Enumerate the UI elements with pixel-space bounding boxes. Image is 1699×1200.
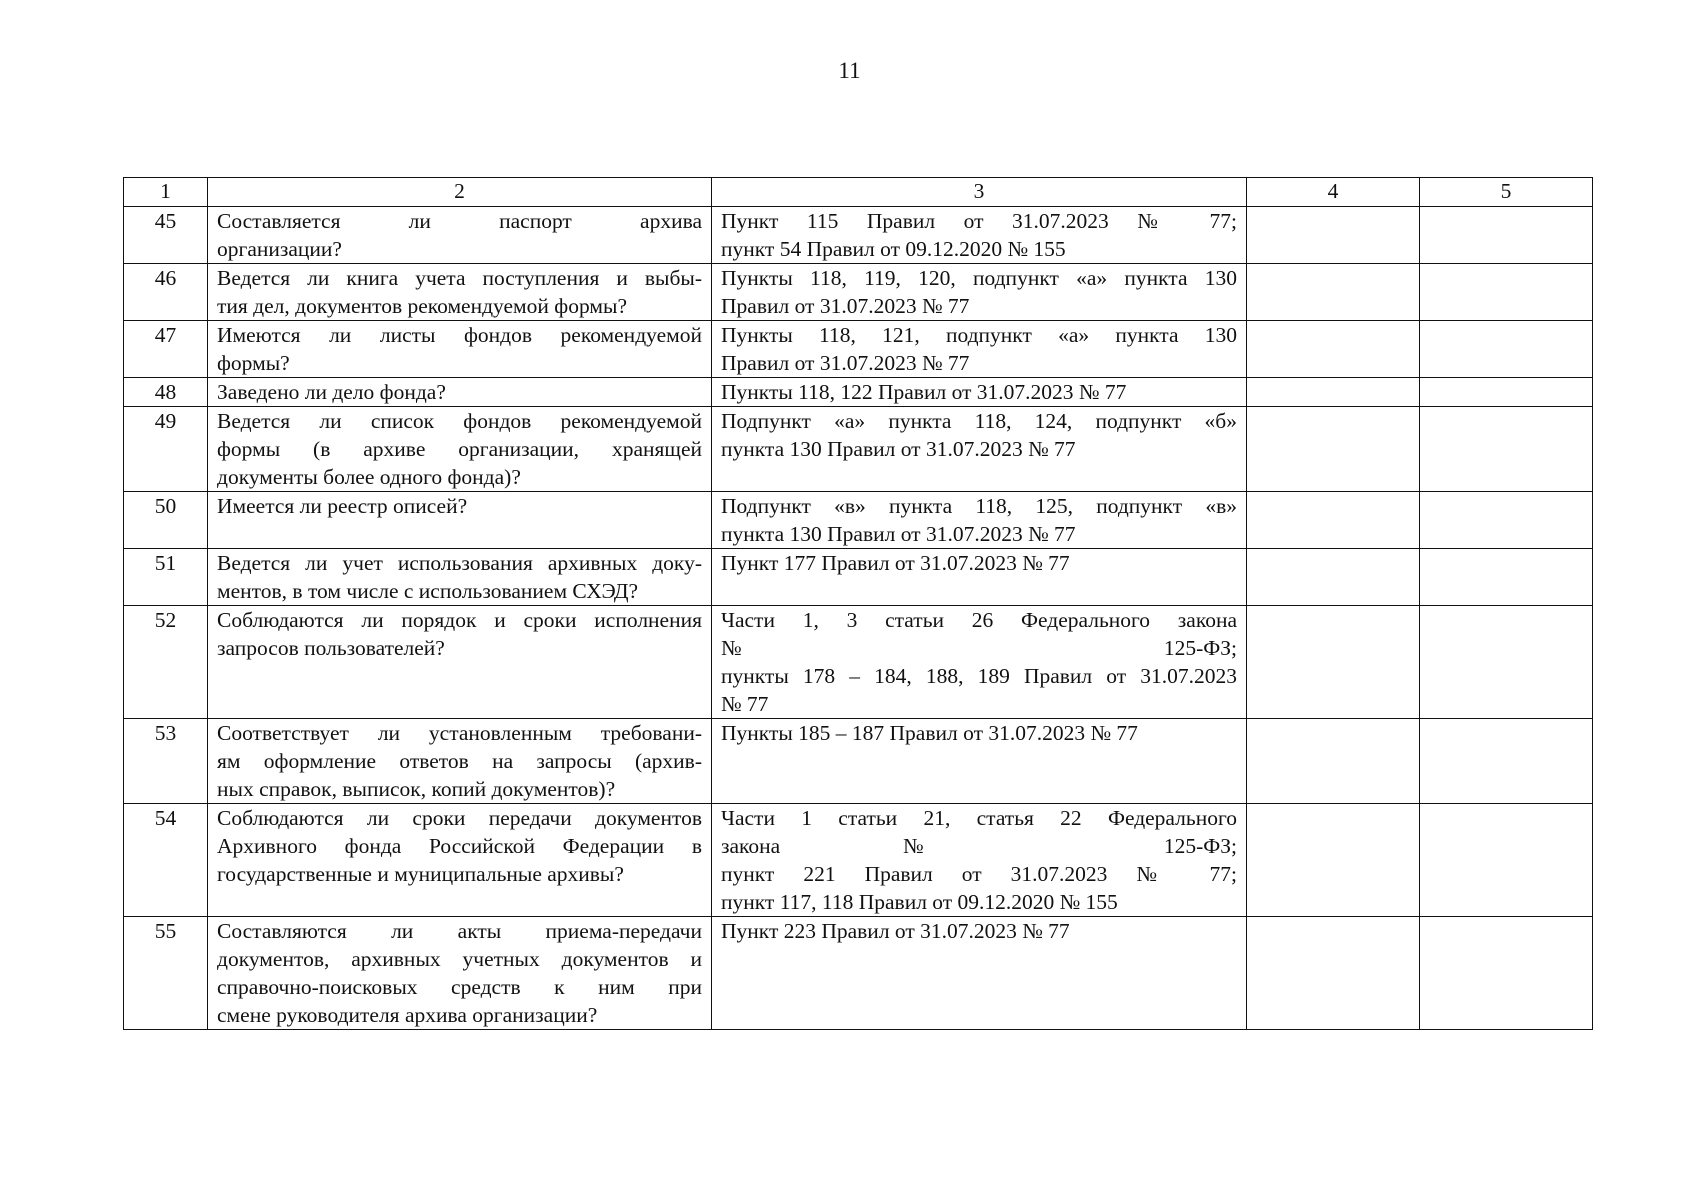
question-line: Архивного фонда Российской Федерации в	[217, 834, 702, 858]
reference-line: Пункты 118, 119, 120, подпункт «а» пункта 130	[721, 266, 1237, 290]
note-cell-col5	[1420, 321, 1593, 378]
legal-reference	[712, 264, 1247, 321]
row-number: 52	[124, 606, 208, 719]
requirement-question	[208, 606, 712, 719]
note-cell-col5	[1420, 378, 1593, 407]
question-line: организации?	[217, 237, 342, 261]
question-line: формы (в архиве организации, хранящей	[217, 437, 702, 461]
row-number: 46	[124, 264, 208, 321]
reference-line: Пункты 118, 121, подпункт «а» пункта 130	[721, 323, 1237, 347]
question-line: Соблюдаются ли сроки передачи документов	[217, 806, 702, 830]
question-line: Заведено ли дело фонда?	[217, 380, 446, 404]
legal-reference	[712, 719, 1247, 804]
question-line: запросов пользователей?	[217, 636, 445, 660]
reference-line: Части 1 статьи 21, статья 22 Федерального	[721, 806, 1237, 830]
row-number: 48	[124, 378, 208, 407]
reference-line: Части 1, 3 статьи 26 Федерального закона	[721, 608, 1237, 632]
reference-line: пункт 221 Правил от 31.07.2023 № 77;	[721, 862, 1237, 886]
reference-line: Правил от 31.07.2023 № 77	[721, 351, 970, 375]
note-cell-col5	[1420, 804, 1593, 917]
table-row	[124, 804, 1593, 917]
reference-line: Пункты 185 – 187 Правил от 31.07.2023 № 77	[721, 721, 1138, 745]
note-cell-col5	[1420, 207, 1593, 264]
reference-line: пункта 130 Правил от 31.07.2023 № 77	[721, 437, 1076, 461]
table-row	[124, 207, 1593, 264]
question-line: государственные и муниципальные архивы?	[217, 862, 624, 886]
question-line: смене руководителя архива организации?	[217, 1003, 598, 1027]
reference-line: пункты 178 – 184, 188, 189 Правил от 31.07.2023	[721, 664, 1237, 688]
answer-cell-col4	[1247, 321, 1420, 378]
page-number: 11	[838, 58, 861, 83]
note-cell-col5	[1420, 549, 1593, 606]
reference-line: пункта 130 Правил от 31.07.2023 № 77	[721, 522, 1076, 546]
legal-reference	[712, 321, 1247, 378]
reference-line: пункт 117, 118 Правил от 09.12.2020 № 155	[721, 890, 1118, 914]
table-row	[124, 407, 1593, 492]
reference-line: № 125-ФЗ;	[721, 636, 1237, 660]
row-number: 53	[124, 719, 208, 804]
legal-reference	[712, 492, 1247, 549]
header-row	[124, 178, 1593, 207]
reference-line: № 77	[721, 692, 769, 716]
answer-cell-col4	[1247, 264, 1420, 321]
question-line: Составляются ли акты приема-передачи	[217, 919, 702, 943]
requirement-question	[208, 407, 712, 492]
row-number: 50	[124, 492, 208, 549]
question-line: формы?	[217, 351, 290, 375]
row-number: 55	[124, 917, 208, 1030]
question-line: документы более одного фонда)?	[217, 465, 521, 489]
reference-line: пункт 54 Правил от 09.12.2020 № 155	[721, 237, 1066, 261]
row-number: 54	[124, 804, 208, 917]
requirement-question	[208, 492, 712, 549]
question-line: справочно-поисковых средств к ним при	[217, 975, 702, 999]
reference-line: закона № 125-ФЗ;	[721, 834, 1237, 858]
table-row	[124, 549, 1593, 606]
checklist-table	[123, 177, 1593, 1030]
legal-reference	[712, 407, 1247, 492]
requirement-question	[208, 804, 712, 917]
answer-cell-col4	[1247, 492, 1420, 549]
question-line: ных справок, выписок, копий документов)?	[217, 777, 616, 801]
answer-cell-col4	[1247, 407, 1420, 492]
row-number: 47	[124, 321, 208, 378]
legal-reference	[712, 917, 1247, 1030]
answer-cell-col4	[1247, 719, 1420, 804]
reference-line: Пункт 115 Правил от 31.07.2023 № 77;	[721, 209, 1237, 233]
note-cell-col5	[1420, 917, 1593, 1030]
legal-reference	[712, 549, 1247, 606]
question-line: ментов, в том числе с использованием СХЭД?	[217, 579, 639, 603]
table-row	[124, 492, 1593, 549]
header-col-5: 5	[1420, 178, 1593, 207]
question-line: Ведется ли список фондов рекомендуемой	[217, 409, 702, 433]
question-line: ям оформление ответов на запросы (архив-	[217, 749, 702, 773]
row-number: 49	[124, 407, 208, 492]
legal-reference	[712, 606, 1247, 719]
answer-cell-col4	[1247, 804, 1420, 917]
answer-cell-col4	[1247, 606, 1420, 719]
question-line: Соблюдаются ли порядок и сроки исполнения	[217, 608, 702, 632]
reference-line: Пункты 118, 122 Правил от 31.07.2023 № 77	[721, 380, 1127, 404]
note-cell-col5	[1420, 264, 1593, 321]
table-row	[124, 606, 1593, 719]
header-col-4: 4	[1247, 178, 1420, 207]
note-cell-col5	[1420, 606, 1593, 719]
header-col-1: 1	[124, 178, 208, 207]
requirement-question	[208, 719, 712, 804]
legal-reference	[712, 378, 1247, 407]
requirement-question	[208, 321, 712, 378]
reference-line: Пункт 223 Правил от 31.07.2023 № 77	[721, 919, 1070, 943]
requirement-question	[208, 917, 712, 1030]
reference-line: Пункт 177 Правил от 31.07.2023 № 77	[721, 551, 1070, 575]
note-cell-col5	[1420, 407, 1593, 492]
question-line: документов, архивных учетных документов и	[217, 947, 702, 971]
table-row	[124, 321, 1593, 378]
requirement-question	[208, 207, 712, 264]
question-line: Соответствует ли установленным требовани-	[217, 721, 702, 745]
reference-line: Правил от 31.07.2023 № 77	[721, 294, 970, 318]
requirement-question	[208, 264, 712, 321]
header-col-3: 3	[712, 178, 1247, 207]
header-col-2: 2	[208, 178, 712, 207]
legal-reference	[712, 207, 1247, 264]
row-number: 45	[124, 207, 208, 264]
table-row	[124, 917, 1593, 1030]
answer-cell-col4	[1247, 917, 1420, 1030]
answer-cell-col4	[1247, 549, 1420, 606]
legal-reference	[712, 804, 1247, 917]
question-line: Составляется ли паспорт архива	[217, 209, 702, 233]
table-row	[124, 719, 1593, 804]
table-row	[124, 264, 1593, 321]
reference-line: Подпункт «в» пункта 118, 125, подпункт «в»	[721, 494, 1237, 518]
reference-line: Подпункт «а» пункта 118, 124, подпункт «б»	[721, 409, 1237, 433]
answer-cell-col4	[1247, 207, 1420, 264]
requirement-question	[208, 378, 712, 407]
question-line: Имеются ли листы фондов рекомендуемой	[217, 323, 702, 347]
table-row	[124, 378, 1593, 407]
row-number: 51	[124, 549, 208, 606]
note-cell-col5	[1420, 719, 1593, 804]
question-line: Ведется ли книга учета поступления и выбы-	[217, 266, 702, 290]
answer-cell-col4	[1247, 378, 1420, 407]
requirement-question	[208, 549, 712, 606]
question-line: Имеется ли реестр описей?	[217, 494, 468, 518]
checklist-body	[124, 207, 1593, 1030]
question-line: Ведется ли учет использования архивных доку-	[217, 551, 702, 575]
question-line: тия дел, документов рекомендуемой формы?	[217, 294, 627, 318]
note-cell-col5	[1420, 492, 1593, 549]
